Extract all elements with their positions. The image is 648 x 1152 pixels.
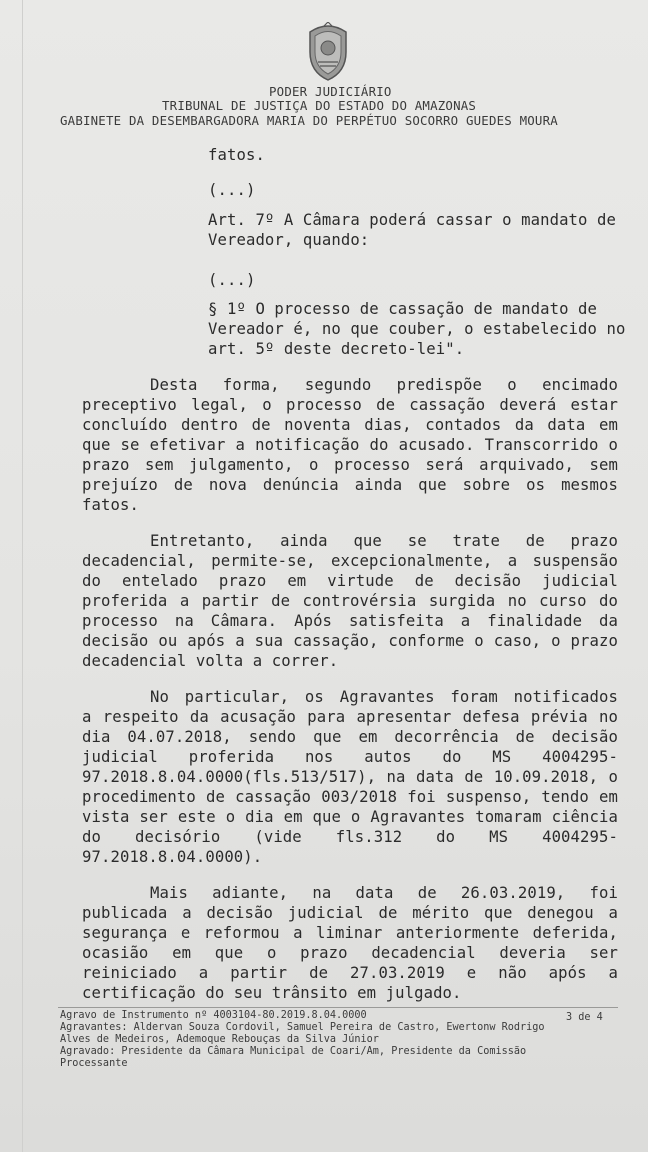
quote-line: (...) — [208, 271, 256, 289]
paragraph-2-line: processo na Câmara. Após satisfeita a finalidade da — [82, 612, 618, 630]
header-tribunal: TRIBUNAL DE JUSTIÇA DO ESTADO DO AMAZONAS — [162, 98, 477, 113]
quote-line: (...) — [208, 181, 256, 199]
paragraph-1-line: concluído dentro de noventa dias, contados da data em — [82, 416, 618, 434]
paragraph-4-line: Mais adiante, na data de 26.03.2019, foi — [150, 884, 618, 902]
paragraph-3-line: judicial proferida nos autos do MS 4004295- — [82, 748, 618, 766]
paragraph-3-line: dia 04.07.2018, sendo que em decorrência de decisão — [82, 728, 618, 746]
footer-agravado: Agravado: Presidente da Câmara Municipal de Coari/Am, Presidente da Comissão — [60, 1046, 527, 1057]
paragraph-2-line: decadencial volta a correr. — [82, 652, 339, 670]
quote-line: § 1º O processo de cassação de mandato de — [208, 300, 598, 318]
header-poder-judiciario: PODER JUDICIÁRIO — [269, 84, 392, 99]
paragraph-2-line: Entretanto, ainda que se trate de prazo — [150, 532, 618, 550]
paragraph-2-line: decadencial, permite-se, excepcionalmente, a suspensão — [82, 552, 618, 570]
margin-line — [22, 0, 23, 1152]
paragraph-4-line: reiniciado a partir de 27.03.2019 e não após a — [82, 964, 618, 982]
footer-agravantes: Agravantes: Aldervan Souza Cordovil, Samuel Pereira de Castro, Ewertonw Rodrigo — [60, 1022, 545, 1033]
footer-agravado-cont: Processante — [60, 1058, 128, 1069]
paragraph-2-line: decisão ou após a sua cassação, conforme o caso, o prazo — [82, 632, 618, 650]
paragraph-1-line: Desta forma, segundo predispõe o encimado — [150, 376, 618, 394]
quote-line: art. 5º deste decreto-lei". — [208, 340, 465, 358]
paragraph-1-line: prazo sem julgamento, o processo será arquivado, sem — [82, 456, 618, 474]
paragraph-1-line: prejuízo de nova denúncia ainda que sobre os mesmos — [82, 476, 618, 494]
coat-of-arms-emblem-icon — [302, 22, 354, 82]
paragraph-3-line: vista ser este o dia em que o Agravantes tomaram ciência — [82, 808, 618, 826]
paragraph-4-line: segurança e reformou a liminar anteriormente deferida, — [82, 924, 618, 942]
paragraph-3-line: 97.2018.8.04.0000(fls.513/517), na data de 10.09.2018, o — [82, 768, 618, 786]
paragraph-1-line: que se efetivar a notificação do acusado. Transcorrido o — [82, 436, 618, 454]
header-gabinete: GABINETE DA DESEMBARGADORA MARIA DO PERPÉTUO SOCORRO GUEDES MOURA — [60, 113, 558, 128]
quote-line: Art. 7º A Câmara poderá cassar o mandato de — [208, 211, 616, 229]
paragraph-4-line: publicada a decisão judicial de mérito que denegou a — [82, 904, 618, 922]
paragraph-3-line: a respeito da acusação para apresentar defesa prévia no — [82, 708, 618, 726]
paragraph-1-line: preceptivo legal, o processo de cassação deverá estar — [82, 396, 618, 414]
paragraph-4-line: certificação do seu trânsito em julgado. — [82, 984, 462, 1002]
paragraph-3-line: 97.2018.8.04.0000). — [82, 848, 263, 866]
paragraph-1-line: fatos. — [82, 496, 139, 514]
footer-agravantes-cont: Alves de Medeiros, Ademoque Rebouças da Silva Júnior — [60, 1034, 379, 1045]
footer-divider — [58, 1007, 618, 1008]
paragraph-4-line: ocasião em que o prazo decadencial deveria ser — [82, 944, 618, 962]
paragraph-3-line: No particular, os Agravantes foram notificados — [150, 688, 618, 706]
paragraph-3-line: procedimento de cassação 003/2018 foi suspenso, tendo em — [82, 788, 618, 806]
paragraph-2-line: proferida a partir de controvérsia surgida no curso do — [82, 592, 618, 610]
quote-line: fatos. — [208, 146, 265, 164]
paragraph-3-line: do decisório (vide fls.312 do MS 4004295- — [82, 828, 618, 846]
quote-line: Vereador, quando: — [208, 231, 370, 249]
paragraph-2-line: do entelado prazo em virtude de decisão judicial — [82, 572, 618, 590]
quote-line: Vereador é, no que couber, o estabelecido no — [208, 320, 626, 338]
footer-page-number: 3 de 4 — [566, 1012, 603, 1023]
footer-case-number: Agravo de Instrumento nº 4003104-80.2019.8.04.0000 — [60, 1010, 367, 1021]
